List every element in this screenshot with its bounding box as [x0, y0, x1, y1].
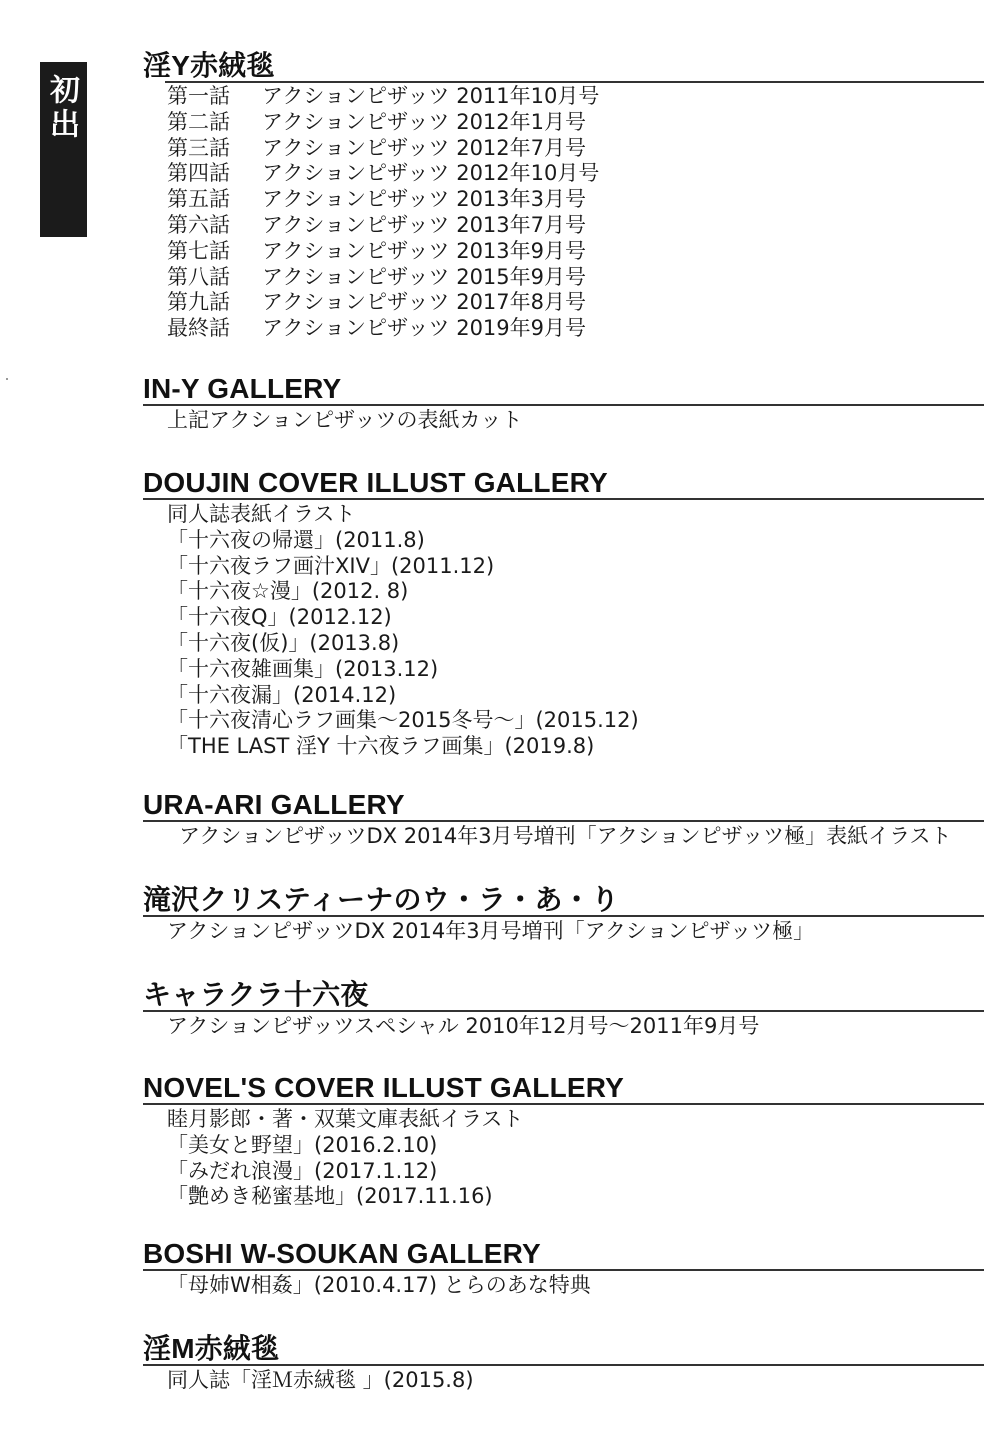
list-item: 同人誌「淫Ｍ赤絨毯 」(2015.8): [167, 1368, 474, 1392]
entry-list: [143, 1012, 984, 1040]
list-item: 第八話 アクションピザッツ 2015年9月号: [167, 264, 587, 289]
section-boshi-w-soukan-gallery: [143, 1238, 984, 1299]
section-inyaka: [143, 50, 984, 342]
list-item: 「十六夜ラフ画汁XIV」(2011.12): [167, 553, 495, 578]
section-title: URA-ARI GALLERY: [143, 789, 405, 820]
list-item: 上記アクションピザッツの表紙カット: [167, 408, 523, 432]
list-item: 「母姉W相姦」(2010.4.17) とらのあな特典: [167, 1273, 591, 1297]
entry-list: [143, 917, 984, 945]
entry-list: [143, 1271, 984, 1299]
section-title: IN-Y GALLERY: [143, 373, 342, 404]
side-tab-label: 初出: [44, 74, 79, 142]
section-title: 淫Y赤絨毯: [143, 50, 275, 81]
list-item: 「十六夜Q」(2012.12): [167, 605, 392, 630]
list-item: 第一話 アクションピザッツ 2011年10月号: [167, 84, 600, 108]
entry-list: [143, 83, 984, 342]
list-item: 睦月影郎・著・双葉文庫表紙イラスト: [167, 1107, 524, 1131]
list-item: 同人誌表紙イラスト: [167, 502, 356, 526]
side-tab: [40, 62, 82, 237]
section-title: DOUJIN COVER ILLUST GALLERY: [143, 467, 608, 498]
section-title: キャラクラ十六夜: [143, 979, 369, 1010]
list-item: 第七話 アクションピザッツ 2013年9月号: [167, 238, 587, 263]
entry-list: [143, 500, 984, 760]
entry-list: [143, 1105, 984, 1210]
list-item: 「みだれ浪漫」(2017.1.12): [167, 1158, 438, 1183]
list-item: 「十六夜☆漫」(2012. 8): [167, 579, 409, 604]
section-charakura-izayoi: [143, 979, 984, 1040]
list-item: 「美女と野望」(2016.2.10): [167, 1132, 438, 1157]
list-item: 「十六夜漏」(2014.12): [167, 682, 397, 707]
list-item: 最終話 アクションピザッツ 2019年9月号: [167, 316, 587, 341]
entry-list: [143, 1366, 984, 1394]
entry-list: [143, 406, 984, 434]
list-item: アクションピザッツスペシャル 2010年12月号〜2011年9月号: [167, 1014, 760, 1038]
list-item: 第五話 アクションピザッツ 2013年3月号: [167, 187, 587, 212]
section-takizawa-christina: [143, 884, 984, 945]
section-doujin-cover-gallery: [143, 467, 984, 760]
list-item: 第四話 アクションピザッツ 2012年10月号: [167, 161, 600, 186]
list-item: 「十六夜清心ラフ画集〜2015冬号〜」(2015.12): [167, 708, 639, 733]
list-item: 「十六夜雑画集」(2013.12): [167, 656, 439, 681]
list-item: 第二話 アクションピザッツ 2012年1月号: [167, 109, 587, 134]
section-inmaka: [143, 1333, 984, 1394]
list-item: 「十六夜の帰還」(2011.8): [167, 527, 425, 552]
entry-list: [143, 822, 984, 850]
list-item: 「艶めき秘蜜基地」(2017.11.16): [167, 1184, 493, 1209]
section-ura-ari-gallery: [143, 789, 984, 850]
section-title: 滝沢クリスティーナのウ・ラ・あ・り: [143, 884, 620, 915]
section-title: BOSHI W-SOUKAN GALLERY: [143, 1238, 541, 1269]
list-item: アクションピザッツDX 2014年3月号増刊「アクションピザッツ極」: [167, 919, 815, 943]
list-item: 「十六夜(仮)」(2013.8): [167, 630, 400, 655]
side-tab-edge: [82, 62, 87, 237]
section-in-y-gallery: [143, 373, 984, 434]
list-item: 第三話 アクションピザッツ 2012年7月号: [167, 135, 587, 160]
list-item: 第六話 アクションピザッツ 2013年7月号: [167, 212, 587, 237]
section-novels-cover-gallery: [143, 1072, 984, 1210]
section-title: 淫M赤絨毯: [143, 1333, 280, 1364]
margin-mark: [6, 378, 8, 380]
list-item: 「THE LAST 淫Y 十六夜ラフ画集」(2019.8): [167, 734, 595, 759]
list-item: アクションピザッツDX 2014年3月号増刊「アクションピザッツ極」表紙イラスト: [179, 824, 952, 848]
list-item: 第九話 アクションピザッツ 2017年8月号: [167, 290, 587, 315]
section-title: NOVEL'S COVER ILLUST GALLERY: [143, 1072, 625, 1103]
